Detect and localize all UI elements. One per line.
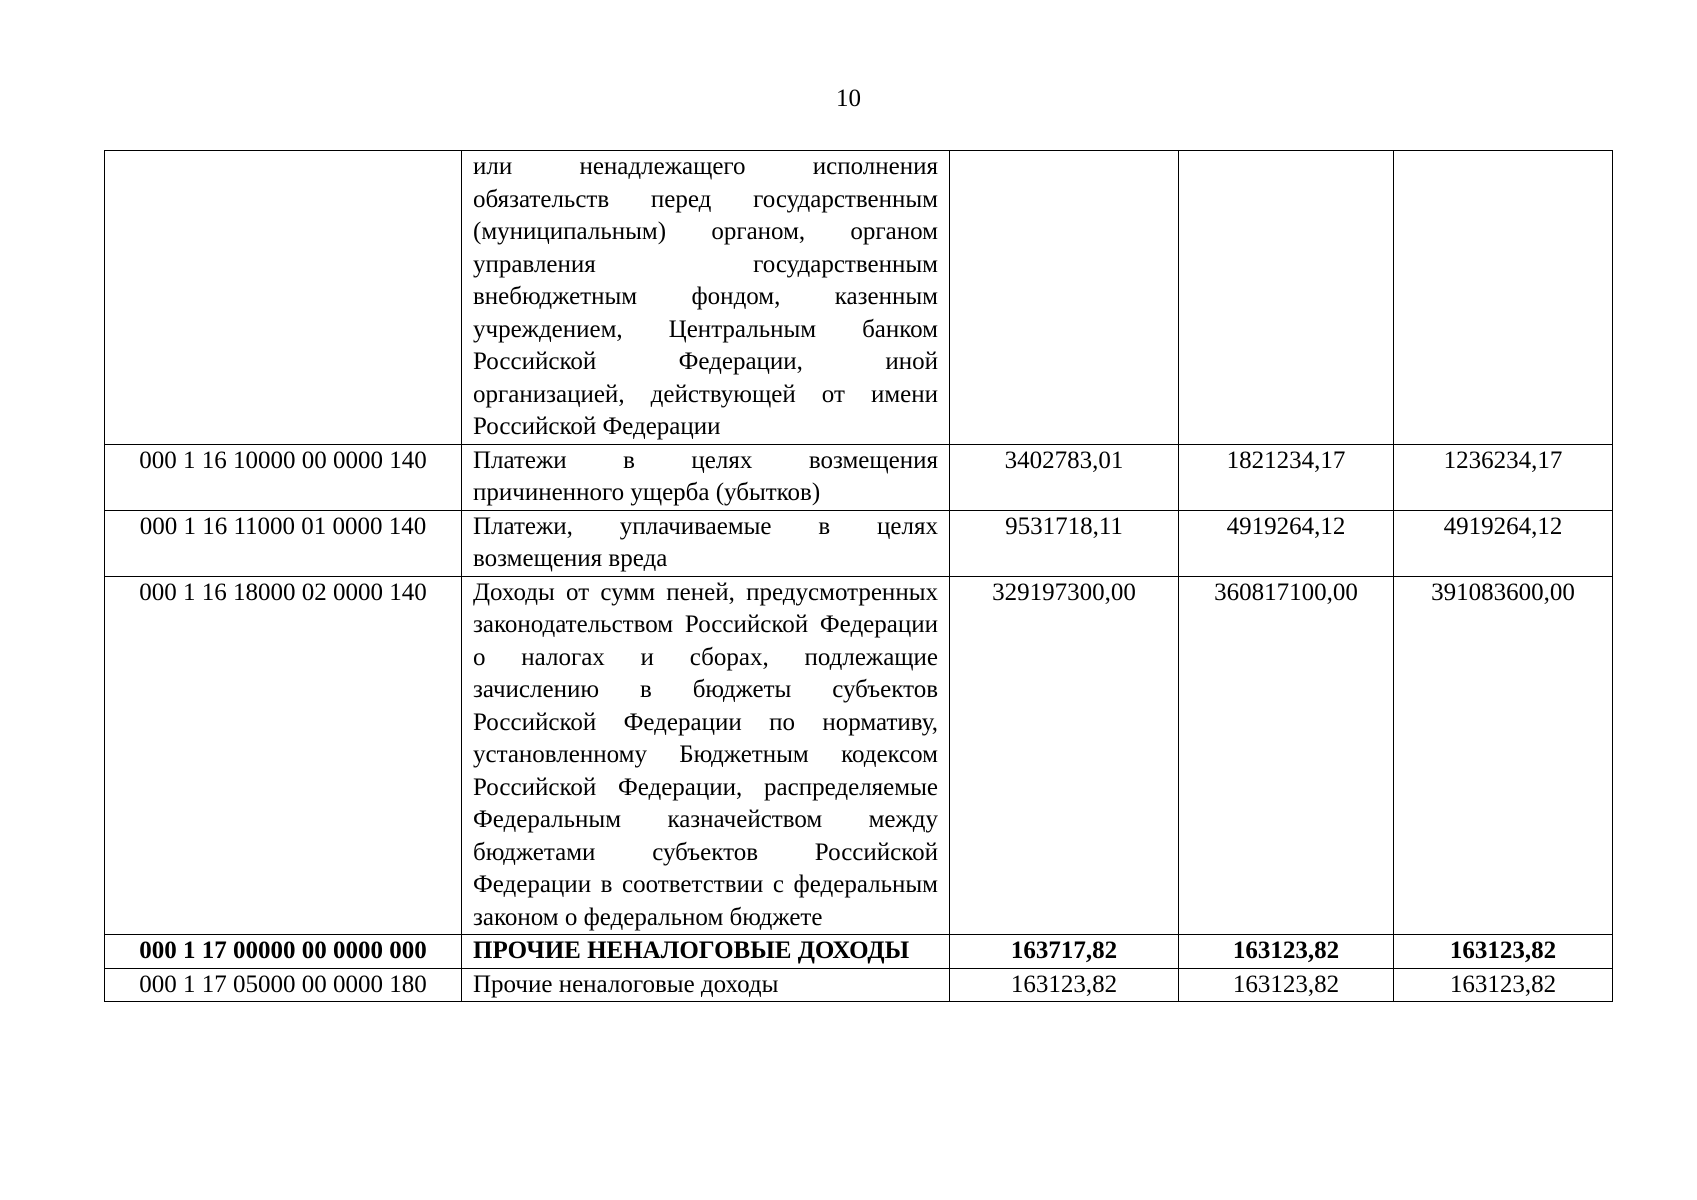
- revenue-name-line: причиненного ущерба (убытков): [473, 479, 821, 506]
- revenue-code-cell: 000 1 16 10000 00 0000 140: [105, 444, 462, 510]
- revenue-name-line: или ненадлежащего исполнения: [473, 153, 938, 180]
- revenue-name-line: Российской Федерации, иной: [473, 348, 938, 375]
- amount-year-2-cell: 163123,82: [1179, 935, 1394, 969]
- amount-year-1-cell: 9531718,11: [950, 510, 1179, 576]
- amount-year-3-cell: 163123,82: [1394, 968, 1613, 1002]
- amount-year-1-cell: 329197300,00: [950, 576, 1179, 935]
- amount-year-2-cell: [1179, 151, 1394, 445]
- amount-year-3-cell: 1236234,17: [1394, 444, 1613, 510]
- revenue-name-line: обязательств перед государственным: [473, 185, 938, 213]
- revenue-name-line: Федерации по нормативу,: [623, 708, 939, 736]
- revenue-name-line: возмещения вреда: [473, 545, 668, 572]
- revenue-name-line: учреждением, Центральным банком: [473, 315, 938, 343]
- revenue-name-line: Доходы от сумм пеней,: [473, 578, 735, 606]
- revenue-name-cell: [462, 576, 950, 935]
- revenue-name-line: казначейством между бюджетами: [473, 806, 939, 866]
- revenue-name-line: внебюджетным фондом, казенным: [473, 283, 938, 310]
- revenue-name-line: Платежи, уплачиваемые в целях: [473, 512, 938, 540]
- revenue-code-cell: 000 1 16 18000 02 0000 140: [105, 576, 462, 935]
- revenue-code-cell: [105, 151, 462, 445]
- amount-year-2-cell: 1821234,17: [1179, 444, 1394, 510]
- revenue-name-line: (муниципальным) органом, органом: [473, 218, 938, 245]
- revenue-name-cell: [462, 444, 950, 510]
- revenue-name-cell: [462, 151, 950, 445]
- revenue-name-line: сборах, подлежащие зачислению в: [473, 643, 939, 703]
- amount-year-3-cell: [1394, 151, 1613, 445]
- revenue-name-line: организацией, действующей от имени: [473, 380, 938, 408]
- revenue-name-line: распределяемые Федеральным: [473, 773, 938, 833]
- amount-year-1-cell: 163717,82: [950, 935, 1179, 969]
- revenue-name-line: ПРОЧИЕ НЕНАЛОГОВЫЕ: [473, 937, 792, 964]
- revenue-name-line: Платежи в целях возмещения: [473, 446, 938, 474]
- revenue-name-line: соответствии с федеральным законом: [473, 871, 939, 931]
- revenue-name-line: Российской Федерации: [473, 413, 721, 440]
- revenue-code-cell: 000 1 17 00000 00 0000 000: [105, 935, 462, 969]
- revenue-code-cell: 000 1 16 11000 01 0000 140: [105, 510, 462, 576]
- amount-year-3-cell: 391083600,00: [1394, 576, 1613, 935]
- amount-year-1-cell: 3402783,01: [950, 444, 1179, 510]
- table-row: [105, 151, 1613, 445]
- amount-year-1-cell: 163123,82: [950, 968, 1179, 1002]
- revenue-name-line: Прочие неналоговые доходы: [473, 970, 779, 998]
- amount-year-2-cell: 360817100,00: [1179, 576, 1394, 935]
- revenue-name-line: о федеральном бюджете: [564, 903, 823, 931]
- table-row: [105, 968, 1613, 1002]
- revenue-name-line: Российской Федерации о налогах и: [473, 611, 938, 671]
- amount-year-2-cell: 4919264,12: [1179, 510, 1394, 576]
- revenue-name-line: ДОХОДЫ: [797, 937, 910, 964]
- revenue-name-cell: [462, 968, 950, 1002]
- revenue-code-cell: 000 1 17 05000 00 0000 180: [105, 968, 462, 1002]
- revenue-name-line: установленному Бюджетным: [473, 741, 809, 768]
- table-row: [105, 444, 1613, 510]
- amount-year-3-cell: 4919264,12: [1394, 510, 1613, 576]
- table-row: [105, 510, 1613, 576]
- table-row: [105, 935, 1613, 969]
- amount-year-3-cell: 163123,82: [1394, 935, 1613, 969]
- amount-year-1-cell: [950, 151, 1179, 445]
- revenue-name-line: бюджеты субъектов Российской: [473, 676, 938, 736]
- revenue-name-line: предусмотренных законодательством: [473, 578, 938, 638]
- table-body: [105, 151, 1613, 1002]
- revenue-name-line: субъектов Российской Федерации в: [473, 838, 938, 898]
- budget-revenue-table: [104, 150, 1613, 1002]
- revenue-name-line: управления государственным: [473, 250, 938, 278]
- revenue-name-cell: [462, 510, 950, 576]
- amount-year-2-cell: 163123,82: [1179, 968, 1394, 1002]
- revenue-name-cell: [462, 935, 950, 969]
- page-number: 10: [836, 85, 861, 112]
- table-row: [105, 576, 1613, 935]
- revenue-name-line: кодексом Российской Федерации,: [473, 741, 938, 801]
